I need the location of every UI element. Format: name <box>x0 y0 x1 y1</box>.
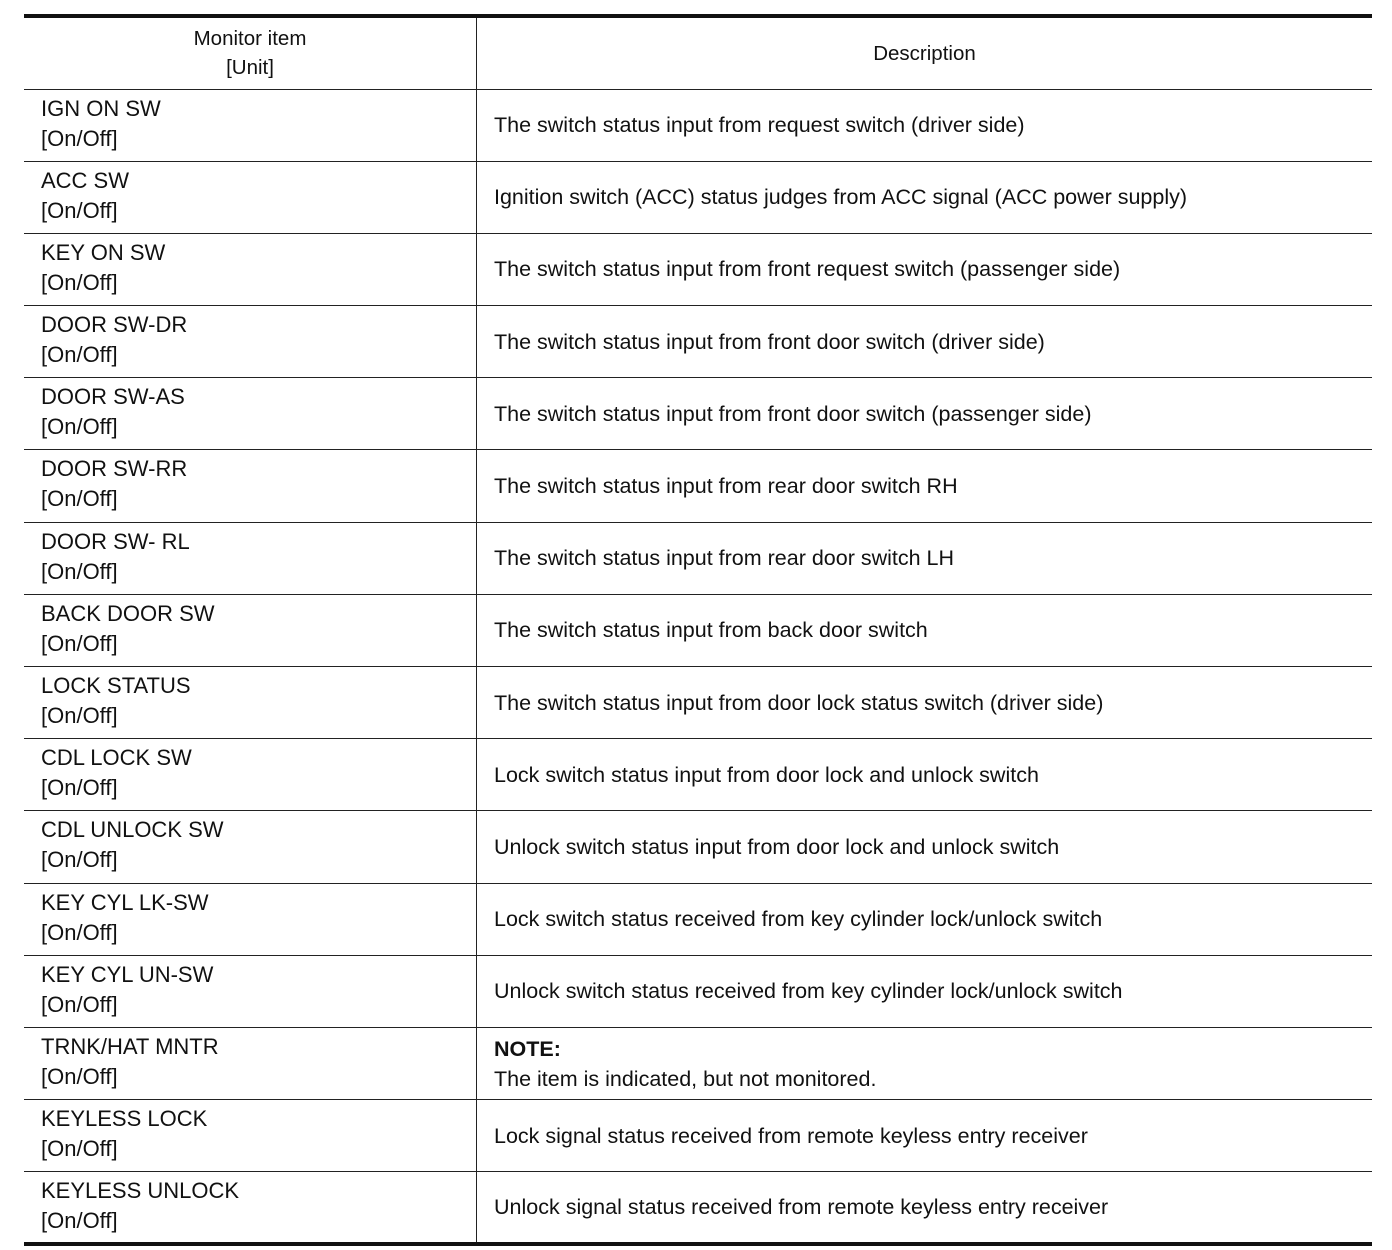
monitor-item-cell <box>24 378 477 450</box>
monitor-item-unit: [On/Off] <box>41 847 118 873</box>
description-cell: The switch status input from front request switch (passenger side) <box>477 233 1373 305</box>
table-row <box>24 1027 1372 1099</box>
monitor-item-name: DOOR SW-RR <box>41 456 188 482</box>
monitor-item-name: ACC SW <box>41 167 129 193</box>
header-monitor-item-label: Monitor item <box>193 27 307 51</box>
monitor-item-name: KEY ON SW <box>41 239 166 265</box>
monitor-item-unit: [On/Off] <box>41 775 118 801</box>
table-row <box>24 883 1372 955</box>
monitor-item-cell <box>24 1027 477 1099</box>
monitor-item-unit: [On/Off] <box>41 342 118 368</box>
monitor-item-unit: [On/Off] <box>41 1063 118 1089</box>
monitor-item-name: KEYLESS LOCK <box>41 1106 208 1132</box>
monitor-item-name: KEY CYL LK-SW <box>41 889 209 915</box>
description-cell: The switch status input from door lock status switch (driver side) <box>477 667 1373 739</box>
table-row <box>24 739 1372 811</box>
monitor-item-name: IGN ON SW <box>41 95 161 121</box>
table-row <box>24 450 1372 522</box>
monitor-item-cell <box>24 161 477 233</box>
description-cell: Ignition switch (ACC) status judges from ACC signal (ACC power supply) <box>477 161 1373 233</box>
description-cell: The switch status input from rear door switch LH <box>477 522 1373 594</box>
table-row <box>24 522 1372 594</box>
description-cell <box>477 1027 1373 1099</box>
note-label: NOTE: <box>494 1036 561 1061</box>
monitor-item-cell <box>24 811 477 883</box>
monitor-item-cell <box>24 667 477 739</box>
table-row <box>24 811 1372 883</box>
description-cell: The switch status input from rear door switch RH <box>477 450 1373 522</box>
monitor-item-table <box>24 14 1372 1246</box>
monitor-item-unit: [On/Off] <box>41 558 118 584</box>
table-header <box>24 16 1372 89</box>
description-cell: Lock switch status received from key cylinder lock/unlock switch <box>477 883 1373 955</box>
monitor-item-name: DOOR SW-AS <box>41 384 185 410</box>
monitor-item-cell <box>24 739 477 811</box>
description-cell: Unlock switch status input from door lock and unlock switch <box>477 811 1373 883</box>
monitor-item-unit: [On/Off] <box>41 1208 118 1234</box>
monitor-item-name: CDL LOCK SW <box>41 745 192 771</box>
monitor-item-unit: [On/Off] <box>41 991 118 1017</box>
monitor-item-unit: [On/Off] <box>41 919 118 945</box>
monitor-item-unit: [On/Off] <box>41 1136 118 1162</box>
description-cell: The switch status input from back door switch <box>477 594 1373 666</box>
monitor-item-unit: [On/Off] <box>41 197 118 223</box>
monitor-item-unit: [On/Off] <box>41 269 118 295</box>
monitor-item-unit: [On/Off] <box>41 630 118 656</box>
monitor-item-name: KEYLESS UNLOCK <box>41 1178 240 1204</box>
header-unit-label: [Unit] <box>226 56 274 80</box>
table-row <box>24 594 1372 666</box>
table-row <box>24 89 1372 161</box>
description-cell: Unlock signal status received from remote keyless entry receiver <box>477 1172 1373 1244</box>
description-cell: The switch status input from front door switch (passenger side) <box>477 378 1373 450</box>
table-row <box>24 378 1372 450</box>
monitor-item-name: LOCK STATUS <box>41 673 191 698</box>
description-cell: The switch status input from request switch (driver side) <box>477 89 1373 161</box>
monitor-item-name: DOOR SW-DR <box>41 312 188 338</box>
monitor-item-name: CDL UNLOCK SW <box>41 817 224 843</box>
header-description: Description <box>477 16 1373 89</box>
table-row <box>24 161 1372 233</box>
monitor-item-cell <box>24 883 477 955</box>
monitor-item-cell <box>24 89 477 161</box>
table-row <box>24 955 1372 1027</box>
monitor-item-cell <box>24 1100 477 1172</box>
monitor-item-name: KEY CYL UN-SW <box>41 961 214 987</box>
header-row <box>24 16 1372 89</box>
monitor-item-cell <box>24 594 477 666</box>
description-cell: Lock signal status received from remote keyless entry receiver <box>477 1100 1373 1172</box>
header-monitor-item <box>24 16 477 89</box>
monitor-item-unit: [On/Off] <box>41 414 118 440</box>
note-text: The item is indicated, but not monitored. <box>494 1066 877 1091</box>
monitor-item-cell <box>24 1172 477 1244</box>
monitor-item-table-container <box>24 14 1372 1246</box>
monitor-item-name: DOOR SW- RL <box>41 528 190 554</box>
monitor-item-cell <box>24 233 477 305</box>
description-cell: The switch status input from front door switch (driver side) <box>477 306 1373 378</box>
table-body <box>24 89 1372 1244</box>
table-row <box>24 667 1372 739</box>
table-row <box>24 1172 1372 1244</box>
description-cell: Lock switch status input from door lock and unlock switch <box>477 739 1373 811</box>
table-row <box>24 306 1372 378</box>
monitor-item-cell <box>24 306 477 378</box>
monitor-item-unit: [On/Off] <box>41 486 118 512</box>
monitor-item-name: TRNK/HAT MNTR <box>41 1033 219 1059</box>
description-cell: Unlock switch status received from key cylinder lock/unlock switch <box>477 955 1373 1027</box>
monitor-item-cell <box>24 450 477 522</box>
monitor-item-name: BACK DOOR SW <box>41 600 215 626</box>
monitor-item-unit: [On/Off] <box>41 125 118 151</box>
table-row <box>24 233 1372 305</box>
monitor-item-unit: [On/Off] <box>41 703 118 728</box>
table-row <box>24 1100 1372 1172</box>
monitor-item-cell <box>24 955 477 1027</box>
monitor-item-cell <box>24 522 477 594</box>
